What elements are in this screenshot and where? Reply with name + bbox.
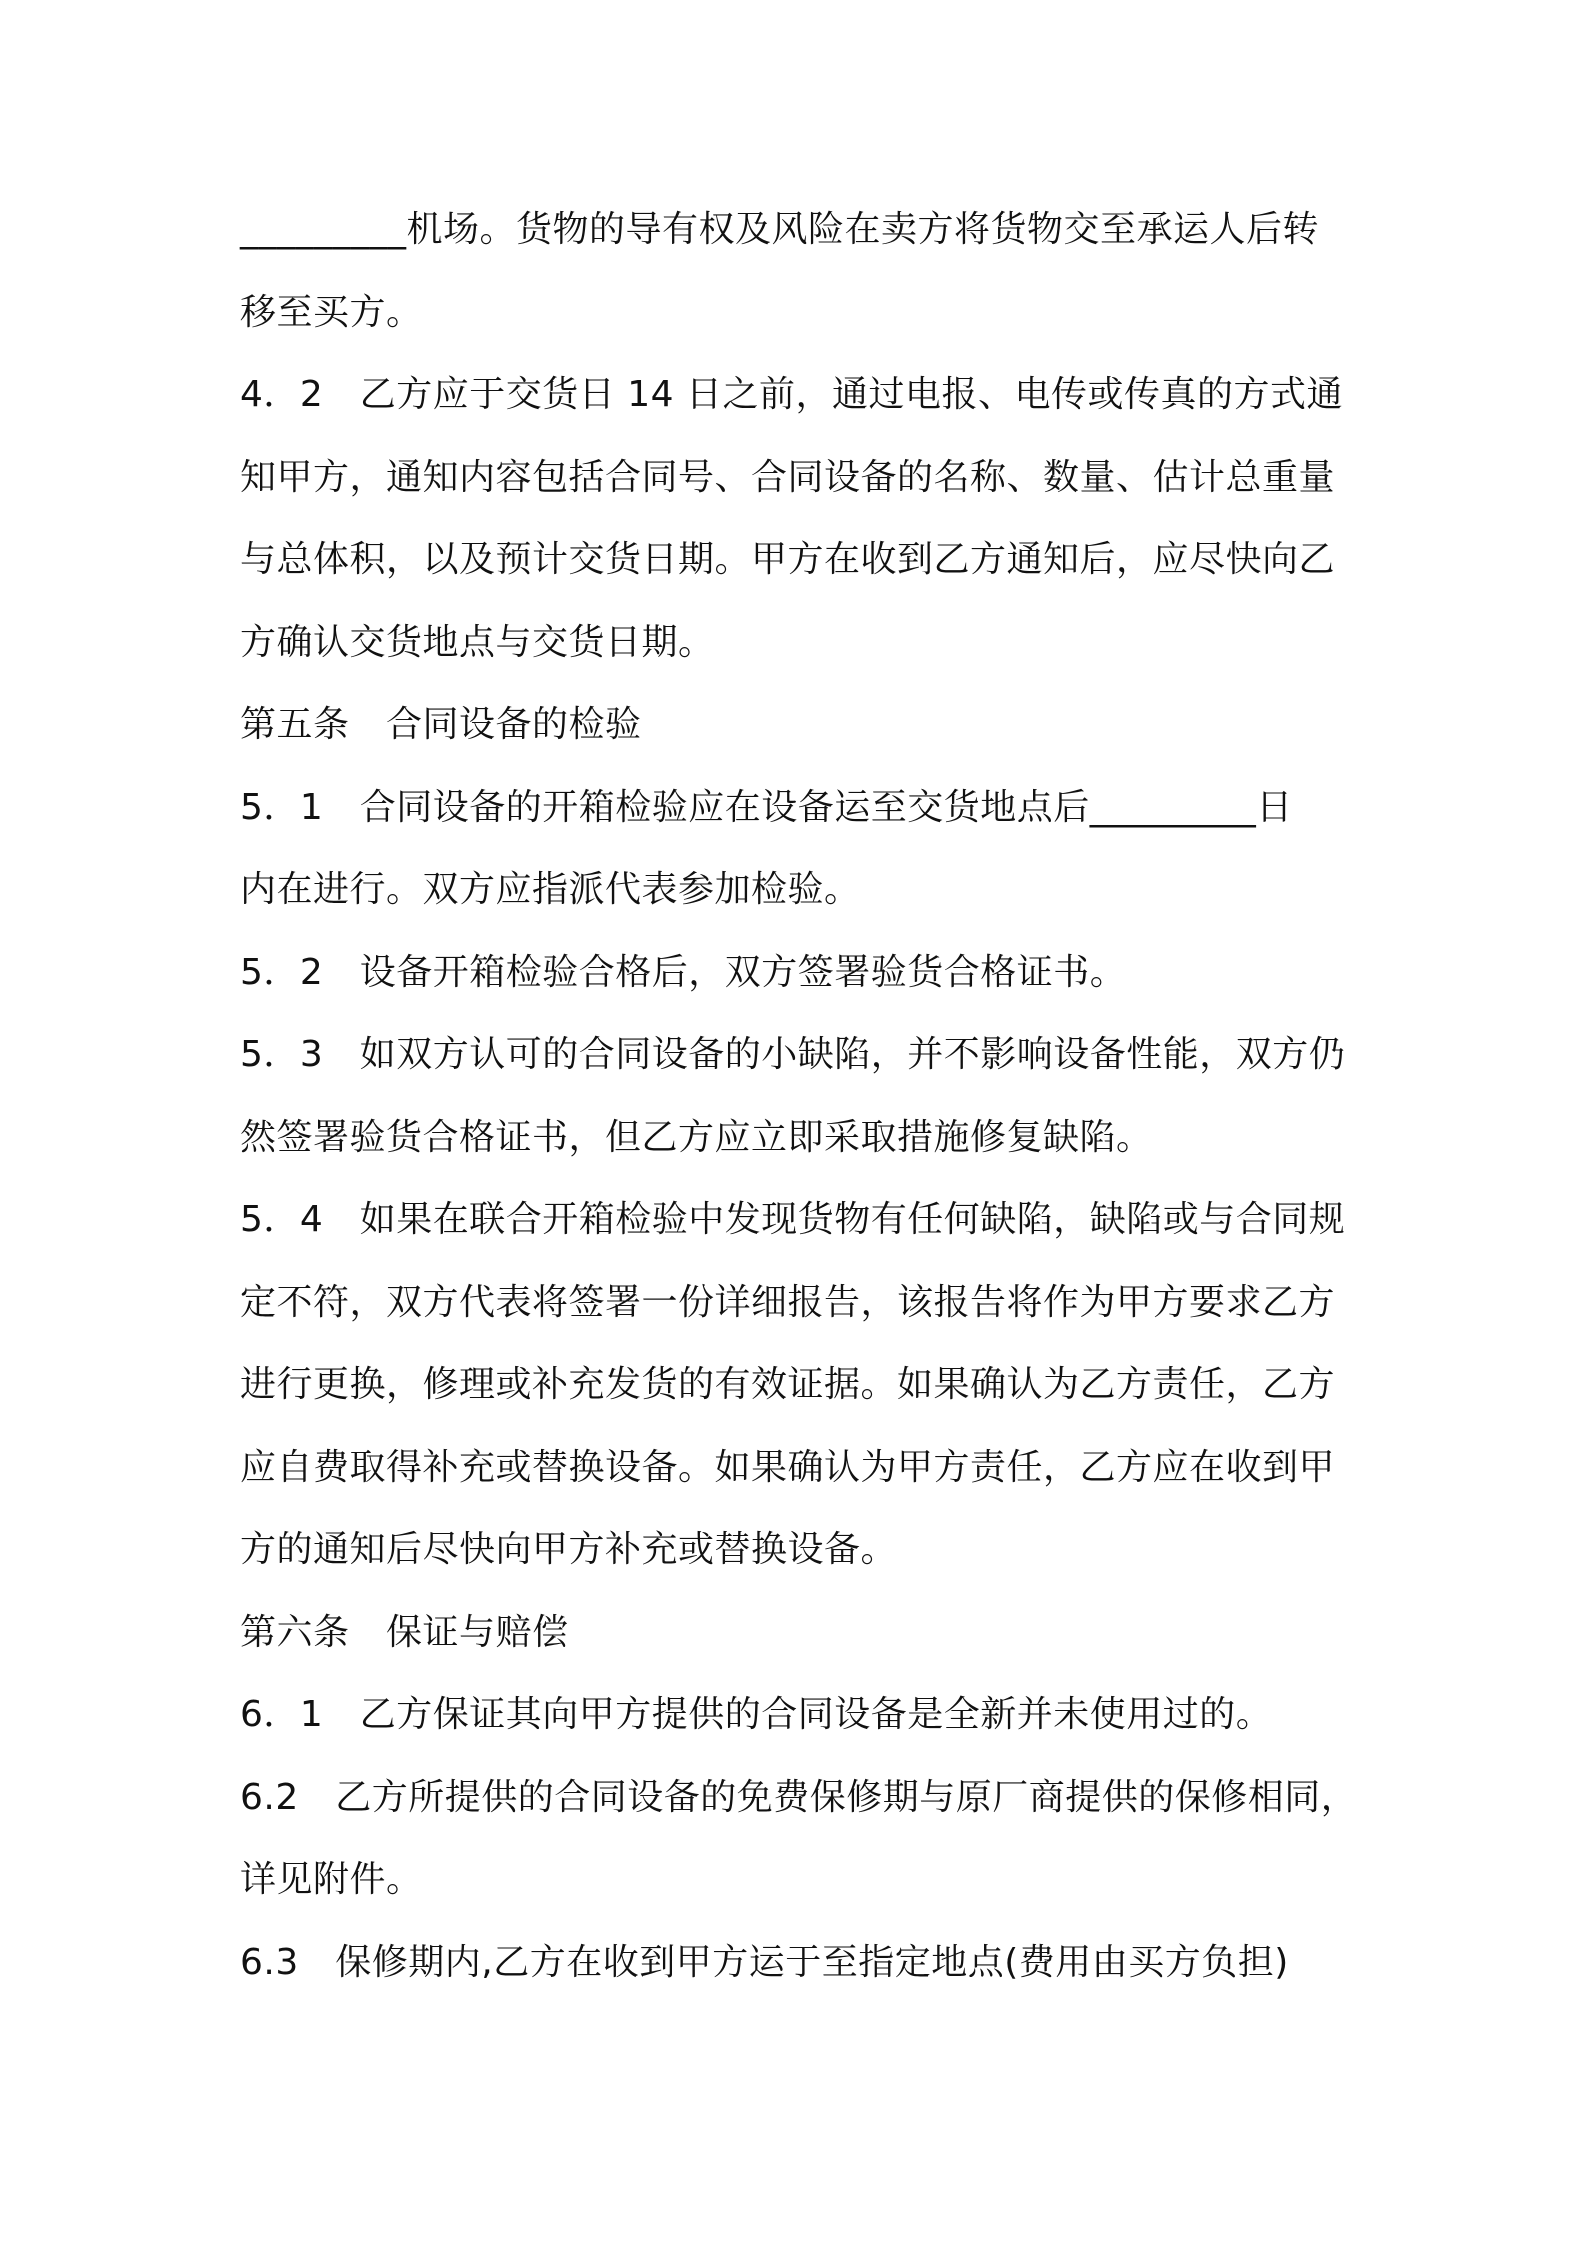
text-line: 6.2 乙方所提供的合同设备的免费保修期与原厂商提供的保修相同， xyxy=(240,1776,1358,1818)
text-line: 与总体积，以及预计交货日期。甲方在收到乙方通知后，应尽快向乙 xyxy=(240,539,1336,580)
text-line: 5．1 合同设备的开箱检验应在设备运至交货地点后_________日 xyxy=(240,786,1293,828)
text-line: 方的通知后尽快向甲方补充或替换设备。 xyxy=(240,1529,898,1570)
section-heading: 第五条 合同设备的检验 xyxy=(240,704,642,745)
text-line: 知甲方，通知内容包括合同号、合同设备的名称、数量、估计总重量 xyxy=(240,456,1336,498)
text-line: 然签署验货合格证书，但乙方应立即采取措施修复缺陷。 xyxy=(240,1116,1153,1158)
text-line: 5．4 如果在联合开箱检验中发现货物有任何缺陷，缺陷或与合同规 xyxy=(240,1199,1346,1240)
text-line: 移至买方。 xyxy=(240,291,423,333)
document-body xyxy=(240,198,1370,2013)
text-line: 4．2 乙方应于交货日 14 日之前，通过电报、电传或传真的方式通 xyxy=(240,374,1344,415)
text-line: 进行更换，修理或补充发货的有效证据。如果确认为乙方责任，乙方 xyxy=(240,1364,1336,1405)
text-line: 5．3 如双方认可的合同设备的小缺陷，并不影响设备性能，双方仍 xyxy=(240,1034,1346,1075)
text-line: 6.3 保修期内,乙方在收到甲方运于至指定地点(费用由买方负担) xyxy=(240,1941,1289,1983)
section-heading: 第六条 保证与赔偿 xyxy=(240,1611,569,1653)
text-line: 5．2 设备开箱检验合格后，双方签署验货合格证书。 xyxy=(240,951,1127,993)
text-line: _________机场。货物的导有权及风险在卖方将货物交至承运人后转 xyxy=(240,209,1320,250)
text-line: 6．1 乙方保证其向甲方提供的合同设备是全新并未使用过的。 xyxy=(240,1694,1273,1735)
text-line: 详见附件。 xyxy=(240,1859,423,1900)
text-line: 内在进行。双方应指派代表参加检验。 xyxy=(240,869,861,910)
text-line: 应自费取得补充或替换设备。如果确认为甲方责任，乙方应在收到甲 xyxy=(240,1446,1336,1488)
text-line: 方确认交货地点与交货日期。 xyxy=(240,621,715,663)
text-line: 定不符，双方代表将签署一份详细报告，该报告将作为甲方要求乙方 xyxy=(240,1281,1336,1323)
